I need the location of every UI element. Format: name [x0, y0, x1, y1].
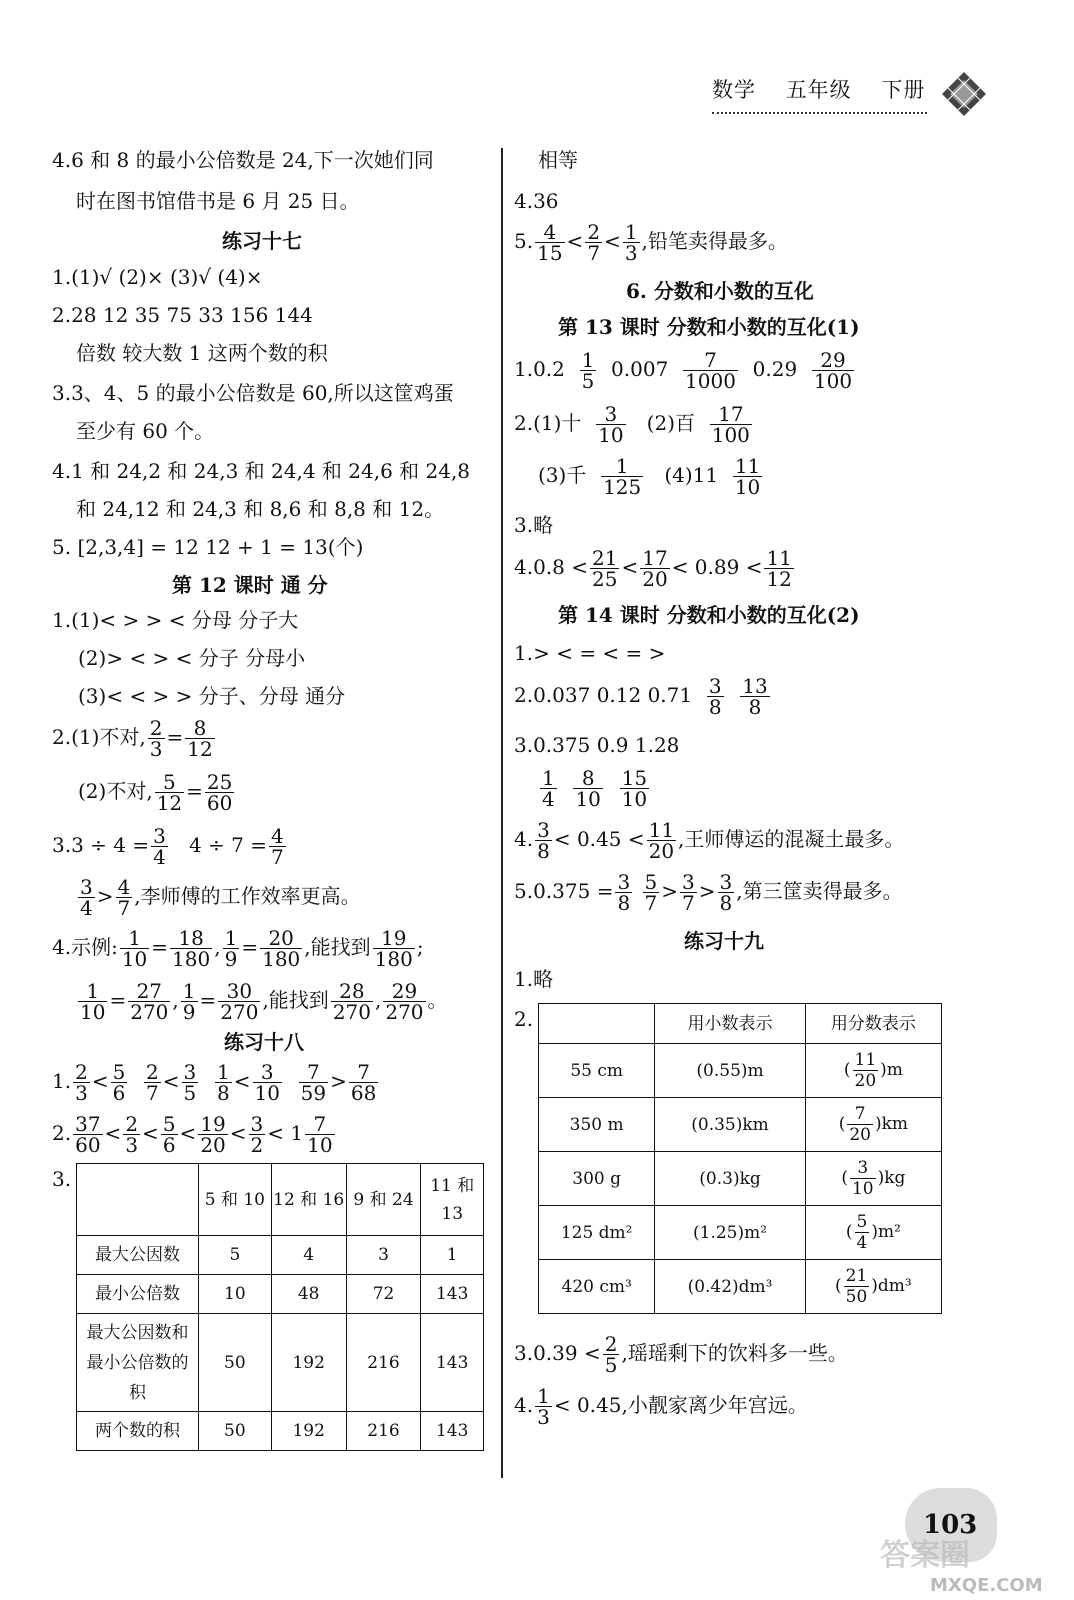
table-cell: ( $\frac{5}{4}$ )m² — [805, 1206, 941, 1260]
fraction: $\frac{2}{7}$ — [146, 1060, 159, 1105]
answer-line: 4.1 和 24,2 和 24,3 和 24,4 和 24,6 和 24,8 — [52, 459, 471, 483]
fraction: $\frac{4}{7}$ — [270, 824, 284, 869]
table-cell: ( $\frac{7}{20}$ )km — [805, 1098, 941, 1152]
fraction: $\frac{8}{12}$ — [187, 716, 213, 761]
conversion-table — [538, 1003, 942, 1314]
table-cell: 143 — [421, 1275, 484, 1314]
fraction: $\frac{21}{50}$ — [845, 1266, 868, 1307]
fraction: $\frac{25}{60}$ — [206, 770, 233, 815]
unit: kg — [884, 1168, 906, 1188]
header-subject: 数学 — [712, 78, 756, 102]
text: 3.0.39 < — [514, 1341, 601, 1365]
table-cell: 420 cm³ — [539, 1260, 655, 1314]
section-title-ex19: 练习十九 — [684, 929, 764, 953]
table-row — [539, 1098, 942, 1152]
text: 2.(1)十 — [514, 411, 582, 435]
fraction: $\frac{2}{7}$ — [587, 220, 601, 265]
section-title-lesson12: 第 12 课时 通 分 — [172, 573, 328, 597]
fraction: $\frac{5}{7}$ — [644, 870, 658, 915]
fraction: $\frac{3}{5}$ — [183, 1060, 197, 1105]
text: 2.0.037 0.12 0.71 — [514, 683, 693, 707]
answer-line: 3.3、4、5 的最小公倍数是 60,所以这筐鸡蛋 — [52, 381, 454, 405]
fraction: $\frac{1}{10}$ — [80, 979, 106, 1024]
text: ,瑶瑶剩下的饮料多一些。 — [621, 1341, 848, 1365]
text: ,能找到 — [262, 988, 329, 1012]
table-cell: (0.42)dm³ — [655, 1260, 805, 1314]
watermark-logo: 答案圈 — [880, 1538, 970, 1573]
table-cell: 48 — [271, 1275, 346, 1314]
answer-line — [514, 1386, 808, 1427]
answer-line: 1.(1)√ (2)× (3)√ (4)× — [52, 265, 263, 289]
answer-line: 相等 — [538, 148, 578, 172]
table-header-cell: 用分数表示 — [805, 1004, 941, 1044]
fraction: $\frac{8}{10}$ — [575, 766, 601, 811]
fraction: $\frac{11}{20}$ — [854, 1050, 877, 1091]
table-row — [539, 1206, 942, 1260]
column-divider — [501, 148, 503, 1478]
fraction: $\frac{17}{20}$ — [642, 546, 668, 591]
fraction: $\frac{18}{180}$ — [172, 926, 211, 971]
table-row — [77, 1236, 484, 1275]
table-cell: 3 — [346, 1236, 421, 1275]
answer-line: 1.0.2 $\frac{1}{5}$ 0.007 $\frac{7}{1000}$ 0.29 $\frac{29}{100}$ — [514, 348, 853, 393]
fraction: $\frac{3}{2}$ — [250, 1112, 264, 1157]
fraction: $\frac{5}{4}$ — [856, 1212, 868, 1253]
answer-line: 2. $\frac{37}{60}$ < $\frac{2}{3}$ < $\frac{5}{6}$ < $\frac{19}{20}$ < $\frac{3}{2}$ < 1 $\frac{7}{10}$ — [52, 1112, 333, 1157]
table-cell: 125 dm² — [539, 1206, 655, 1260]
answer-label: 2. — [514, 1007, 534, 1031]
answer-line: 5.0.375 = $\frac{3}{8}$ $\frac{5}{7}$ > $\frac{3}{7}$ > $\frac{3}{8}$ ,第三筐卖得最多。 — [514, 870, 903, 915]
text: (3)千 — [538, 463, 587, 487]
answer-line — [514, 1334, 848, 1375]
gcd-lcm-table — [76, 1163, 484, 1451]
answer-line: 2.28 12 35 75 33 156 144 — [52, 303, 313, 327]
unit: m² — [877, 1222, 901, 1242]
answer-line: 1.(1)< > > < 分母 分子大 — [52, 608, 299, 632]
table-header-cell: 12 和 16 — [271, 1164, 346, 1236]
fraction: $\frac{2}{3}$ — [149, 716, 163, 761]
table-header-cell: 5 和 10 — [198, 1164, 271, 1236]
fraction: $\frac{1}{3}$ — [624, 220, 638, 265]
fraction: $\frac{3}{8}$ — [617, 870, 631, 915]
fraction: $\frac{37}{60}$ — [75, 1112, 101, 1157]
fraction: $\frac{7}{20}$ — [849, 1104, 871, 1145]
fraction: $\frac{3}{10}$ — [598, 402, 624, 447]
page-header — [712, 74, 947, 104]
section-title-6: 6. 分数和小数的互化 — [626, 279, 814, 303]
text: 4 ÷ 7 = — [188, 833, 267, 857]
answer-line: 倍数 较大数 1 这两个数的积 — [76, 341, 328, 365]
fraction: $\frac{3}{10}$ — [851, 1158, 874, 1199]
fraction: $\frac{7}{1000}$ — [685, 348, 736, 393]
table-cell: 50 — [198, 1314, 271, 1412]
fraction: $\frac{3}{8}$ — [708, 674, 722, 719]
table-cell: 216 — [346, 1314, 421, 1412]
fraction: $\frac{19}{20}$ — [200, 1112, 226, 1157]
answer-line: $\frac{1}{10}$ = $\frac{27}{270}$ , $\frac{1}{9}$ = $\frac{30}{270}$ ,能找到 $\frac{28}{270}$ , $\frac{29}{270}$ 。 — [80, 979, 448, 1024]
text: 5.0.375 = — [514, 879, 614, 903]
header-volume: 下册 — [881, 78, 926, 102]
fraction: $\frac{3}{8}$ — [719, 870, 733, 915]
table-cell: ( $\frac{11}{20}$ )m — [805, 1044, 941, 1098]
table-cell: 两个数的积 — [77, 1412, 199, 1451]
table-cell: 72 — [346, 1275, 421, 1314]
fraction: $\frac{5}{6}$ — [112, 1060, 126, 1105]
fraction: $\frac{7}{68}$ — [350, 1060, 377, 1105]
table-row — [77, 1275, 484, 1314]
answer-line: 3.0.375 0.9 1.28 — [514, 733, 680, 757]
text: 4.示例: — [52, 935, 118, 959]
header-underline — [712, 112, 927, 114]
table-cell: 143 — [421, 1314, 484, 1412]
fraction: $\frac{28}{270}$ — [332, 979, 371, 1024]
fraction: $\frac{3}{10}$ — [254, 1060, 280, 1105]
fraction: $\frac{1}{125}$ — [603, 454, 642, 499]
text: ,第三筐卖得最多。 — [736, 879, 903, 903]
text: 2.(1)不对, — [52, 725, 146, 749]
table-cell: 350 m — [539, 1098, 655, 1152]
fraction: $\frac{27}{270}$ — [130, 979, 169, 1024]
answer-line: 3.略 — [514, 513, 554, 537]
answer-label: 3. — [52, 1167, 72, 1191]
table-cell: 最大公因数 — [77, 1236, 199, 1275]
table-header-cell: 9 和 24 — [346, 1164, 421, 1236]
answer-line: 4.示例: $\frac{1}{10}$ = $\frac{18}{180}$ , $\frac{1}{9}$ = $\frac{20}{180}$ ,能找到 $\frac{19}{180}$ ; — [52, 926, 424, 971]
answer-line: 5. [2,3,4] = 12 12 + 1 = 13(个) — [52, 535, 364, 559]
answer-line — [538, 768, 651, 809]
fraction: $\frac{30}{270}$ — [220, 979, 259, 1024]
table-cell: 1 — [421, 1236, 484, 1275]
unit: dm³ — [877, 1276, 912, 1296]
watermark-url: MXQE.COM — [930, 1575, 1043, 1596]
fraction: $\frac{2}{5}$ — [604, 1332, 618, 1377]
answer-line: 时在图书馆借书是 6 月 25 日。 — [76, 189, 360, 213]
table-cell: 最小公倍数 — [77, 1275, 199, 1314]
answer-line: (3)< < > > 分子、分母 通分 — [78, 684, 346, 708]
fraction: $\frac{17}{100}$ — [711, 402, 750, 447]
table-row — [77, 1412, 484, 1451]
answer-line: 4.6 和 8 的最小公倍数是 24,下一次她们同 — [52, 148, 434, 172]
fraction: $\frac{1}{10}$ — [121, 926, 148, 971]
text: 4.0.8 < — [514, 555, 589, 579]
table-header-cell — [77, 1164, 199, 1236]
fraction: $\frac{7}{10}$ — [307, 1112, 333, 1157]
fraction: $\frac{2}{3}$ — [125, 1112, 139, 1157]
fraction: $\frac{1}{9}$ — [224, 926, 238, 971]
fraction: $\frac{1}{9}$ — [182, 979, 196, 1024]
table-cell: 192 — [271, 1412, 346, 1451]
header-diamond-icon — [940, 70, 988, 118]
fraction: $\frac{11}{10}$ — [734, 454, 761, 499]
table-cell: 300 g — [539, 1152, 655, 1206]
table-cell: 143 — [421, 1412, 484, 1451]
text: 3.3 ÷ 4 = — [52, 833, 150, 857]
answer-line: 1.略 — [514, 967, 554, 991]
text: ,能找到 — [304, 935, 371, 959]
answer-line: 4. $\frac{3}{8}$ < 0.45 < $\frac{11}{20}$ ,王师傅运的混凝土最多。 — [514, 818, 905, 863]
unit: km — [881, 1114, 909, 1134]
text: 1.0.2 — [514, 357, 565, 381]
table-cell: 55 cm — [539, 1044, 655, 1098]
fraction: $\frac{4}{15}$ — [537, 220, 563, 265]
text: ,王师傅运的混凝土最多。 — [678, 827, 905, 851]
text: ,李师傅的工作效率更高。 — [134, 884, 361, 908]
table-cell: (0.35)km — [655, 1098, 805, 1152]
table-cell: (0.3)kg — [655, 1152, 805, 1206]
table-cell: 4 — [271, 1236, 346, 1275]
answer-line: (2)不对, $\frac{5}{12}$ = $\frac{25}{60}$ — [78, 770, 233, 815]
fraction: $\frac{1}{3}$ — [537, 1384, 550, 1429]
fraction: $\frac{19}{180}$ — [374, 926, 413, 971]
fraction: $\frac{1}{4}$ — [542, 766, 555, 811]
table-cell: 216 — [346, 1412, 421, 1451]
fraction: $\frac{3}{4}$ — [80, 875, 93, 920]
table-cell: 192 — [271, 1314, 346, 1412]
fraction: $\frac{5}{12}$ — [156, 770, 183, 815]
fraction: $\frac{21}{25}$ — [592, 546, 618, 591]
table-header-cell — [539, 1004, 655, 1044]
fraction: $\frac{20}{180}$ — [262, 926, 301, 971]
answer-line: 5. $\frac{4}{15}$ < $\frac{2}{7}$ < $\frac{1}{3}$ ,铅笔卖得最多。 — [514, 220, 788, 265]
fraction: $\frac{2}{3}$ — [75, 1060, 88, 1105]
text: 4. — [514, 827, 534, 851]
fraction: $\frac{15}{10}$ — [621, 766, 648, 811]
fraction: $\frac{7}{59}$ — [300, 1060, 327, 1105]
fraction: $\frac{11}{12}$ — [766, 546, 792, 591]
fraction: $\frac{3}{4}$ — [153, 824, 166, 869]
fraction: $\frac{29}{270}$ — [385, 979, 424, 1024]
section-title-ex18: 练习十八 — [224, 1030, 304, 1054]
answer-line: 4.0.8 < $\frac{21}{25}$ < $\frac{17}{20}$ < 0.89 < $\frac{11}{12}$ — [514, 546, 792, 591]
fraction: $\frac{13}{8}$ — [742, 674, 768, 719]
table-cell: 5 — [198, 1236, 271, 1275]
answer-line: 2.(1)不对, $\frac{2}{3}$ = $\frac{8}{12}$ — [52, 716, 213, 761]
table-header-cell: 用小数表示 — [655, 1004, 805, 1044]
table-cell: 50 — [198, 1412, 271, 1451]
fraction: $\frac{3}{7}$ — [682, 870, 695, 915]
table-cell: 10 — [198, 1275, 271, 1314]
fraction: $\frac{4}{7}$ — [117, 875, 131, 920]
fraction: $\frac{1}{8}$ — [217, 1060, 230, 1105]
answer-line — [514, 404, 754, 445]
answer-line: 1. $\frac{2}{3}$ < $\frac{5}{6}$ $\frac{2}{7}$ < $\frac{3}{5}$ $\frac{1}{8}$ < $\frac{3}{10}$ $\frac{7}{59}$ > $\frac{7}{68}$ — [52, 1060, 377, 1105]
text: < 0.45,小靓家离少年宫远。 — [553, 1393, 808, 1417]
unit: m — [886, 1060, 903, 1080]
header-grade: 五年级 — [785, 78, 852, 102]
table-cell: ( $\frac{21}{50}$ )dm³ — [805, 1260, 941, 1314]
answer-line: 4.36 — [514, 189, 559, 213]
answer-line: 至少有 60 个。 — [76, 419, 215, 443]
section-title-ex17: 练习十七 — [222, 229, 302, 253]
answer-line: $\frac{3}{4}$ > $\frac{4}{7}$ ,李师傅的工作效率更高。 — [80, 875, 361, 920]
section-title-lesson13: 第 13 课时 分数和小数的互化(1) — [558, 315, 860, 339]
table-cell: (0.55)m — [655, 1044, 805, 1098]
answer-line: (2)> < > < 分子 分母小 — [78, 646, 306, 670]
fraction: $\frac{29}{100}$ — [813, 348, 853, 393]
table-row — [539, 1260, 942, 1314]
text: ,铅笔卖得最多。 — [641, 229, 788, 253]
table-cell: 最大公因数和最小公倍数的积 — [77, 1314, 199, 1412]
answer-line — [538, 456, 764, 497]
page-number: 103 — [923, 1510, 978, 1540]
answer-line — [52, 826, 288, 867]
text: (2)不对, — [78, 779, 153, 803]
text: 4. — [514, 1393, 534, 1417]
table-header-cell: 11 和 13 — [421, 1164, 484, 1236]
table-row — [77, 1314, 484, 1412]
table-cell: (1.25)m² — [655, 1206, 805, 1260]
table-row — [539, 1044, 942, 1098]
text: (2)百 — [646, 411, 696, 435]
answer-line: 和 24,12 和 24,3 和 8,6 和 8,8 和 12。 — [76, 497, 445, 521]
table-cell: ( $\frac{3}{10}$ )kg — [805, 1152, 941, 1206]
fraction: $\frac{5}{6}$ — [162, 1112, 176, 1157]
section-title-lesson14: 第 14 课时 分数和小数的互化(2) — [558, 603, 860, 627]
answer-line — [514, 676, 772, 717]
fraction: $\frac{1}{5}$ — [581, 348, 595, 393]
text: (4)11 — [664, 463, 719, 487]
answer-line: 1.> < = < = > — [514, 641, 666, 665]
fraction: $\frac{11}{20}$ — [648, 818, 675, 863]
fraction: $\frac{3}{8}$ — [537, 818, 550, 863]
table-row — [539, 1152, 942, 1206]
